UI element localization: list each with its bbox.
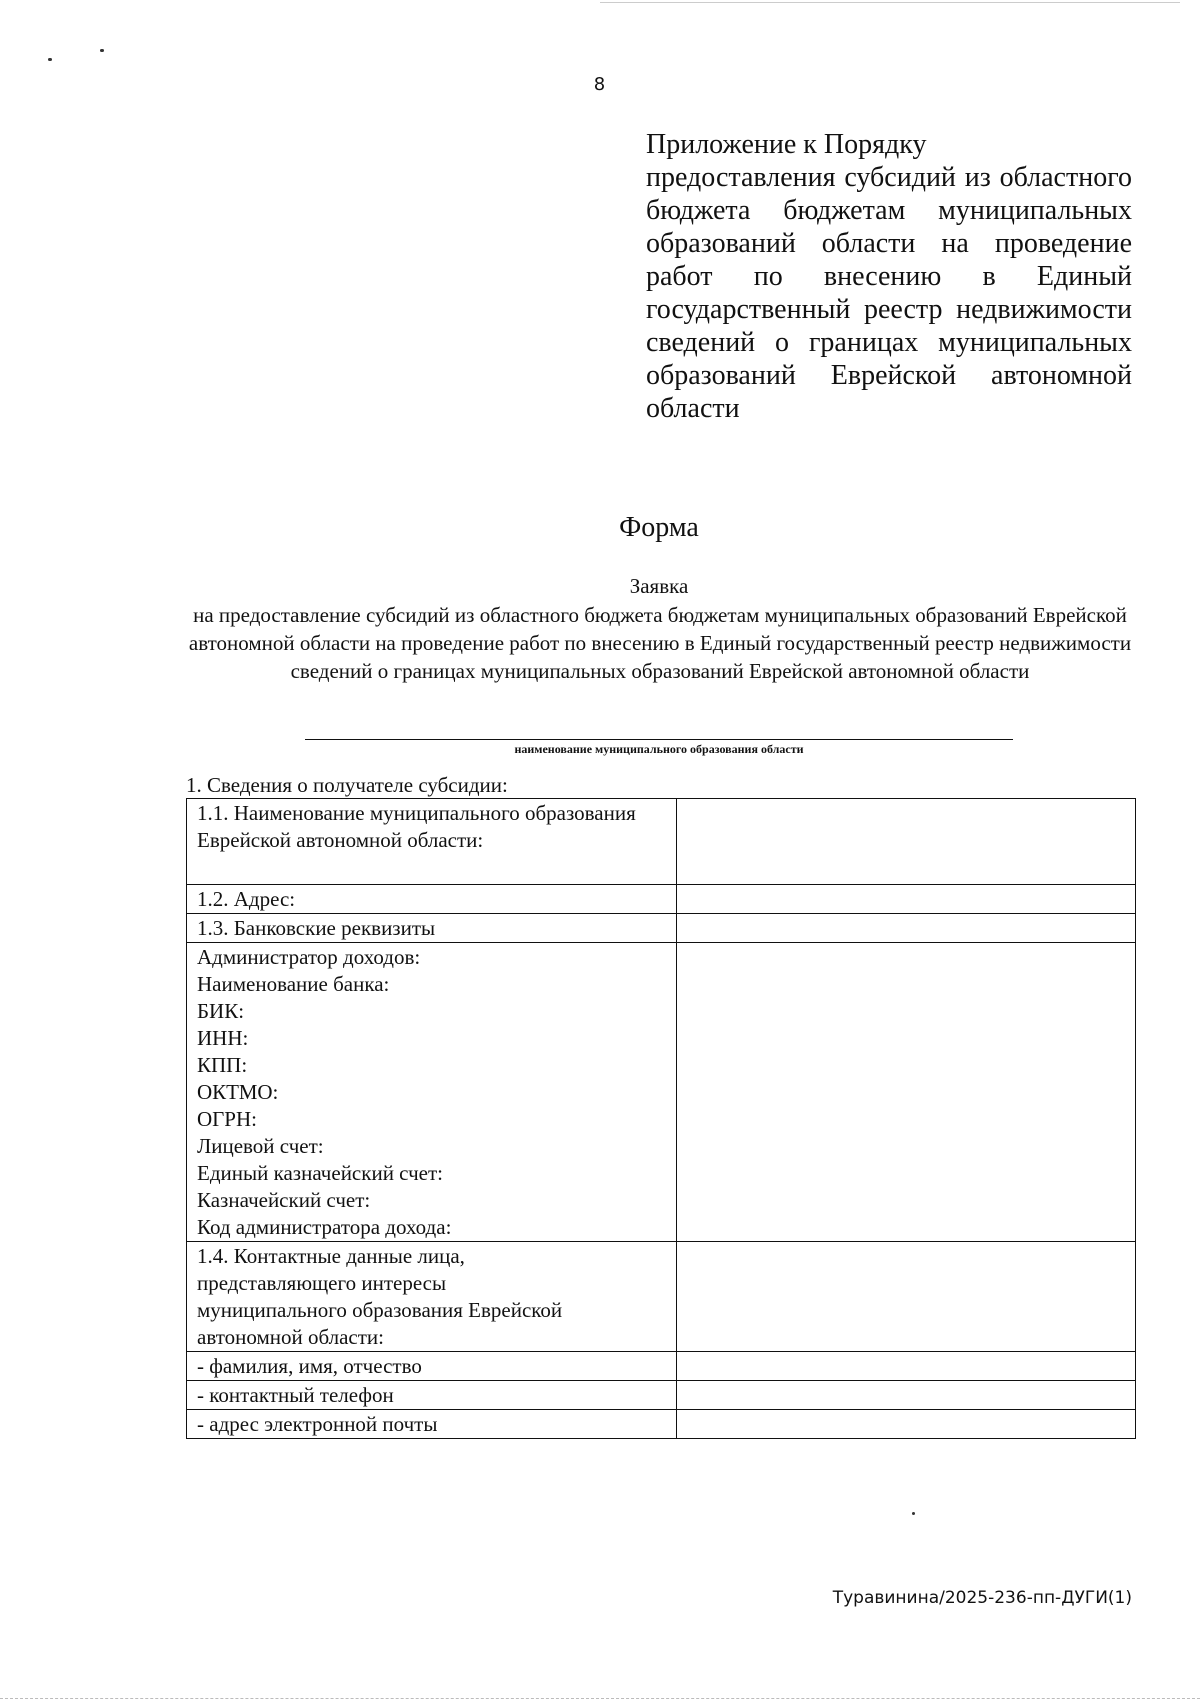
scan-speck <box>48 58 52 61</box>
scan-speck <box>912 1512 915 1515</box>
row-label-phone: - контактный телефон <box>187 1381 677 1410</box>
bank-field-bik: БИК: <box>197 999 245 1023</box>
row-label-full-name: - фамилия, имя, отчество <box>187 1352 677 1381</box>
municipality-name-caption: наименование муниципального образования области <box>514 742 804 756</box>
contact-person-line: муниципального образования Еврейской <box>197 1298 563 1322</box>
row-value-bank-fields <box>677 943 1136 1242</box>
scan-edge-top <box>600 2 1180 3</box>
table-row <box>187 1381 1136 1410</box>
table-row <box>187 1352 1136 1381</box>
row-label-bank-details: 1.3. Банковские реквизиты <box>187 914 677 943</box>
row-value-phone <box>677 1381 1136 1410</box>
row-value-address <box>677 885 1136 914</box>
table-row <box>187 914 1136 943</box>
scan-speck <box>100 49 104 52</box>
form-label: Форма <box>619 512 699 543</box>
bank-field-kpp: КПП: <box>197 1053 248 1077</box>
row-value-contact-person <box>677 1242 1136 1352</box>
recipient-info-table <box>186 798 1136 1439</box>
document-footer-code: Туравинина/2025-236-пп-ДУГИ(1) <box>832 1588 1132 1608</box>
table-row <box>187 1242 1136 1352</box>
bank-field-treasury-account: Казначейский счет: <box>197 1188 371 1212</box>
row-label-email: - адрес электронной почты <box>187 1410 677 1439</box>
appendix-text: предоставления субсидий из областного бюджета бюджетам муниципальных образований области на проведение работ по внесению в Единый государственный реестр недвижимости сведений о границах муниципальных образований Еврейской автономной области <box>646 162 1132 424</box>
municipality-name-line <box>305 739 1013 740</box>
bank-field-revenue-admin-code: Код администратора дохода: <box>197 1215 452 1239</box>
bank-field-bank-name: Наименование банка: <box>197 972 390 996</box>
appendix-heading <box>646 128 1132 425</box>
table-row <box>187 943 1136 1242</box>
table-row <box>187 1410 1136 1439</box>
contact-person-line: автономной области: <box>197 1325 385 1349</box>
bank-field-oktmo: ОКТМО: <box>197 1080 279 1104</box>
row-label-contact-person <box>187 1242 677 1352</box>
bank-field-inn: ИНН: <box>197 1026 249 1050</box>
contact-person-line: представляющего интересы <box>197 1271 447 1295</box>
appendix-first-line: Приложение к Порядку <box>646 129 927 160</box>
table-row <box>187 799 1136 885</box>
bank-field-revenue-admin: Администратор доходов: <box>197 945 421 969</box>
bank-field-ogrn: ОГРН: <box>197 1107 257 1131</box>
page-number: 8 <box>593 74 606 95</box>
section-heading: 1. Сведения о получателе субсидии: <box>186 773 508 797</box>
contact-person-line: 1.4. Контактные данные лица, <box>197 1244 465 1268</box>
bank-field-personal-account: Лицевой счет: <box>197 1134 324 1158</box>
application-title: Заявка <box>629 574 689 598</box>
row-value-bank-details <box>677 914 1136 943</box>
row-value-municipality-name <box>677 799 1136 885</box>
row-value-full-name <box>677 1352 1136 1381</box>
row-label-bank-fields <box>187 943 677 1242</box>
table-row <box>187 885 1136 914</box>
row-label-municipality-name: 1.1. Наименование муниципального образования Еврейской автономной области: <box>187 799 677 885</box>
application-body: на предоставление субсидий из областного бюджета бюджетам муниципальных образований Еврейской автономной области на проведение работ по внесению в Единый государственный реестр недвижимости сведений о границах муниципальных образований Еврейской автономной области <box>188 603 1132 683</box>
row-label-address: 1.2. Адрес: <box>187 885 677 914</box>
bank-field-unified-treasury-account: Единый казначейский счет: <box>197 1161 443 1185</box>
row-value-email <box>677 1410 1136 1439</box>
scan-edge-bottom <box>0 1698 1200 1699</box>
